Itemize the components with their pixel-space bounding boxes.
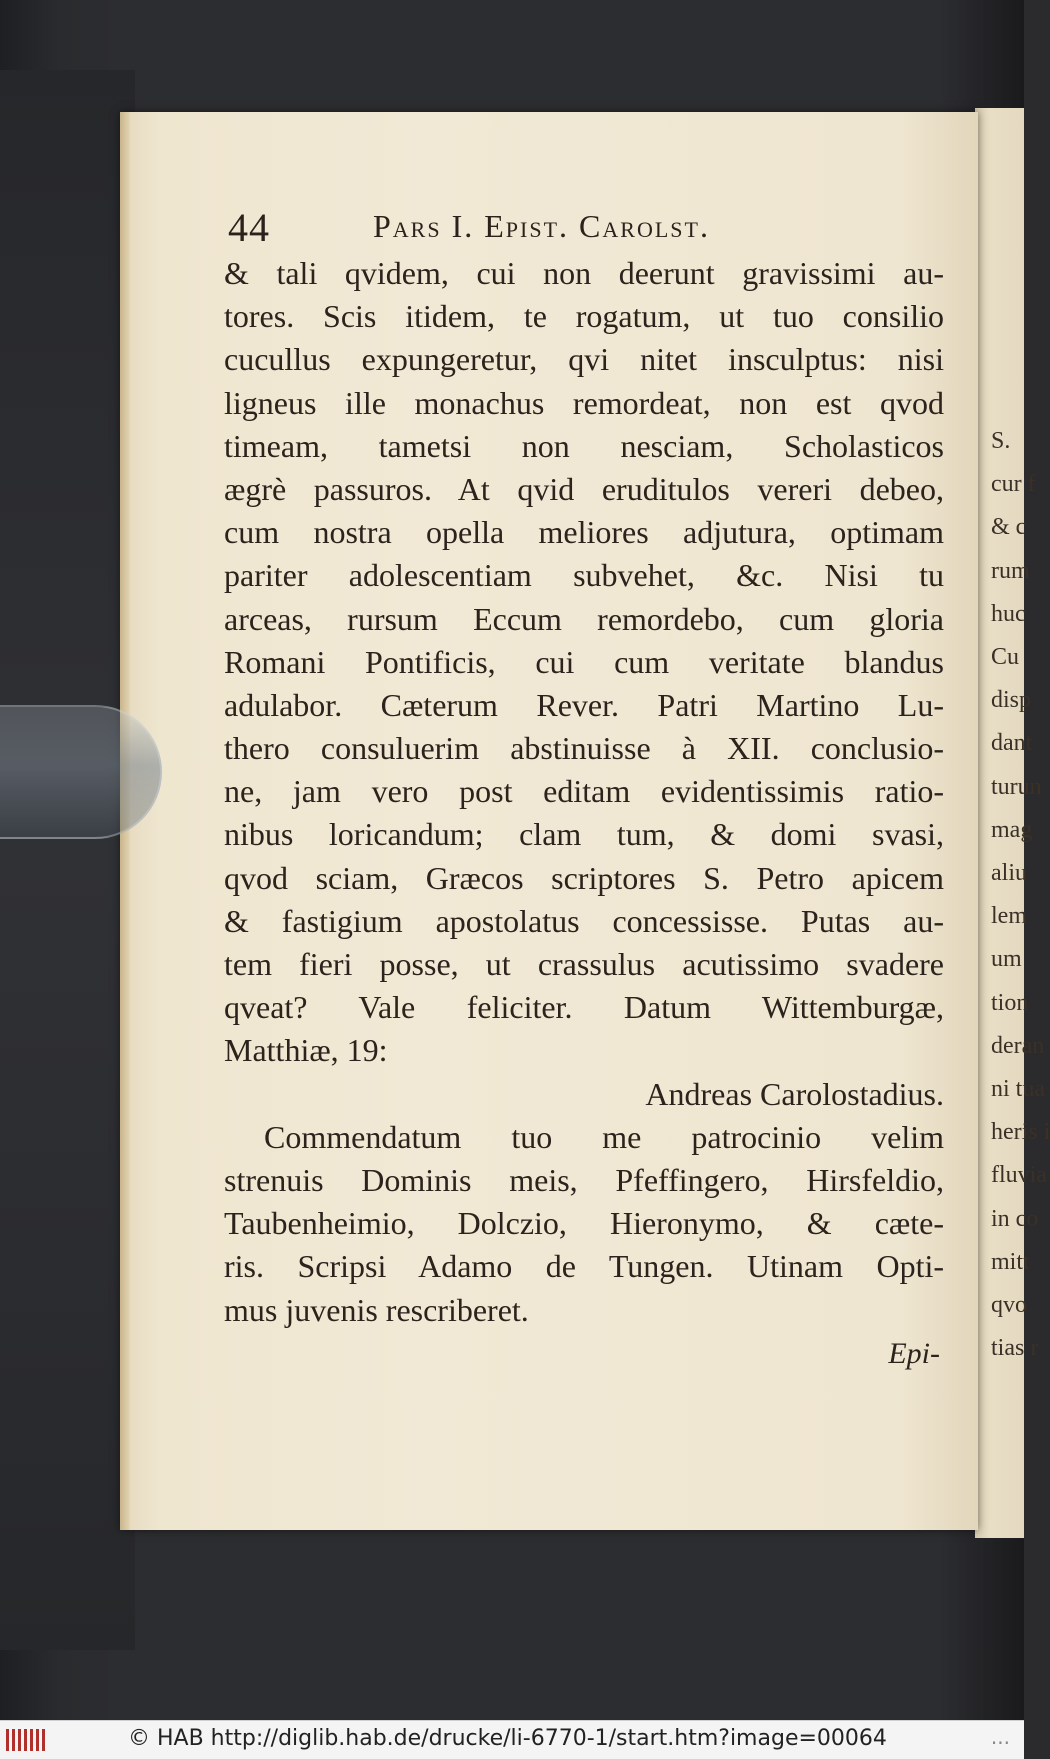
text-line: nibus loricandum; clam tum, & domi svasi, — [224, 816, 944, 853]
facing-page-fragment: aliu — [991, 860, 1027, 886]
facing-page-fragment: dant — [991, 730, 1033, 757]
text-line: cucullus expungeretur, qvi nitet insculptus: nisi — [224, 341, 944, 378]
text-line: pariter adolescentiam subvehet, &c. Nisi tu — [224, 557, 944, 594]
text-line: adulabor. Cæterum Rever. Patri Martino Lu- — [224, 686, 944, 723]
facing-page-fragment: Cu — [991, 644, 1020, 670]
facing-page-fragment: S. — [991, 428, 1011, 454]
facing-page-fragment: heris i — [991, 1119, 1050, 1146]
footer-credit[interactable]: © HAB http://diglib.hab.de/drucke/li-6770-1/start.htm?image=00064 — [128, 1726, 887, 1751]
text-line: qvod sciam, Græcos scriptores S. Petro apicem — [224, 859, 944, 896]
facing-page-edge — [975, 108, 1050, 1538]
facing-page-fragment: mitt — [991, 1248, 1030, 1275]
postscript-line: Commendatum tuo me patrocinio velim — [264, 1118, 944, 1155]
facing-page-fragment: huc — [991, 600, 1026, 627]
facing-page-fragment: qvo — [991, 1292, 1027, 1318]
facing-page-fragment: ni tua — [991, 1076, 1045, 1102]
page-text — [224, 252, 944, 1332]
text-line: ligneus ille monachus remordeat, non est qvod — [224, 384, 944, 421]
text-line: qveat? Vale feliciter. Datum Wittemburgæ, — [224, 989, 944, 1026]
signature: Andreas Carolostadius. — [645, 1075, 944, 1112]
page-header — [228, 204, 948, 256]
postscript-line: strenuis Dominis meis, Pfeffingero, Hirsfeldio, — [224, 1161, 944, 1198]
text-line: arceas, rursum Eccum remordebo, cum gloria — [224, 600, 944, 637]
catchword: Epi- — [888, 1337, 940, 1370]
postscript-line: Taubenheimio, Dolczio, Hieronymo, & cæte- — [224, 1205, 944, 1242]
page-number: 44 — [228, 205, 270, 250]
facing-page-fragment: & c — [991, 514, 1027, 541]
facing-page-fragment: mag — [991, 816, 1033, 843]
text-line: Romani Pontificis, cui cum veritate blandus — [224, 643, 944, 680]
text-line: ægrè passuros. At qvid eruditulos vereri debeo, — [224, 470, 944, 507]
facing-page-fragment: um — [991, 946, 1022, 973]
text-line: timeam, tametsi non nesciam, Scholasticos — [224, 427, 944, 464]
page-clamp — [0, 705, 162, 839]
text-line: thero consuluerim abstinuisse à XII. conclusio- — [224, 730, 944, 767]
facing-page-fragment: disp — [991, 687, 1032, 714]
facing-page-fragment: tias r — [991, 1335, 1039, 1362]
book-cover-edge — [0, 70, 135, 1650]
postscript-line: mus juvenis rescriberet. — [224, 1291, 529, 1328]
footer-bar — [0, 1720, 1024, 1759]
text-line: tores. Scis itidem, te rogatum, ut tuo consilio — [224, 298, 944, 335]
facing-page-fragment: cur f — [991, 471, 1036, 498]
text-line: ne, jam vero post editam evidentissimis ratio- — [224, 773, 944, 810]
facing-page-fragment: rum — [991, 557, 1030, 584]
facing-page-fragment: deran — [991, 1032, 1045, 1059]
text-line: & tali qvidem, cui non deerunt gravissimi au- — [224, 255, 944, 291]
postscript-line: ris. Scripsi Adamo de Tungen. Utinam Opti- — [224, 1248, 944, 1285]
facing-page-fragment: fluvia — [991, 1162, 1047, 1189]
text-line: & fastigium apostolatus concessisse. Putas au- — [224, 902, 944, 939]
hab-logo-icon — [6, 1729, 46, 1751]
facing-page-fragment: lem — [991, 903, 1027, 930]
text-line: cum nostra opella meliores adjutura, optimam — [224, 514, 944, 551]
facing-page-fragment: turun — [991, 773, 1042, 800]
facing-page-fragment: in co — [991, 1205, 1039, 1232]
running-head: Pars I. Epist. Carolst. — [373, 208, 710, 244]
book-page — [120, 112, 978, 1530]
text-line: tem fieri posse, ut crassulus acutissimo svadere — [224, 946, 944, 982]
more-icon[interactable]: ... — [990, 1725, 1010, 1749]
facing-page-fragment: tion — [991, 989, 1029, 1016]
text-line: Matthiæ, 19: — [224, 1032, 388, 1069]
